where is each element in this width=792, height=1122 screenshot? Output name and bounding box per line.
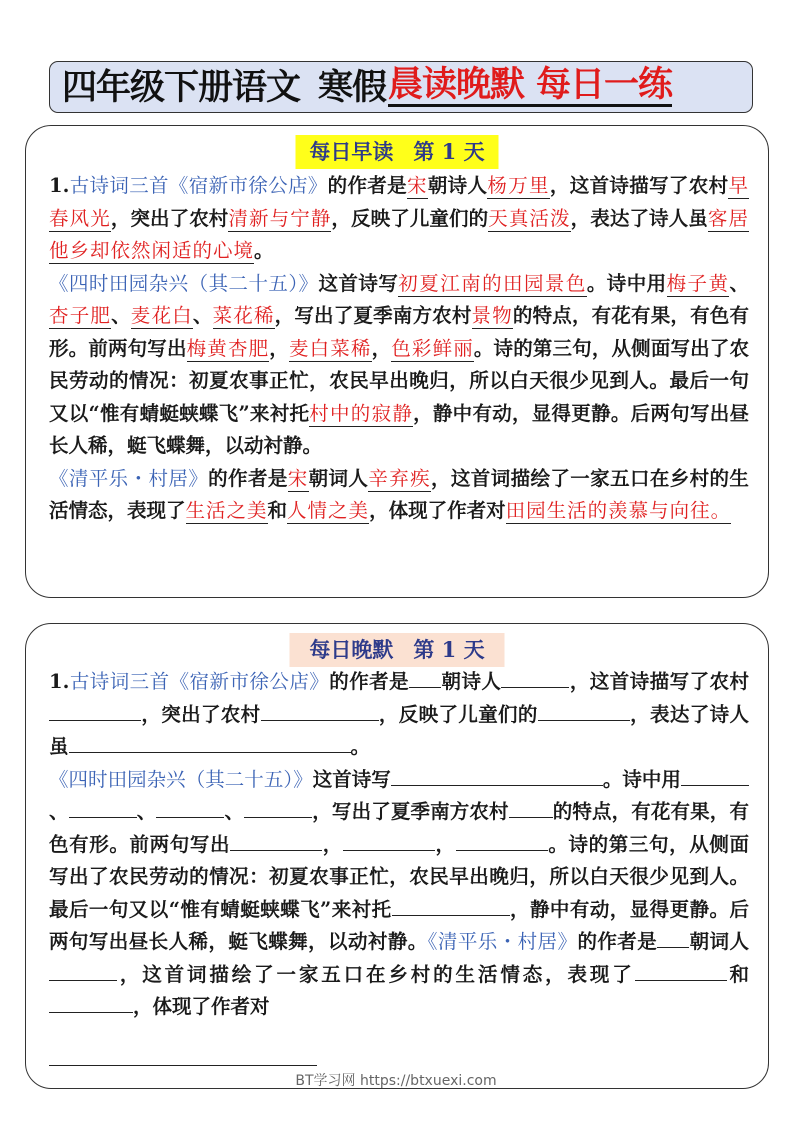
morning-paragraph-3 [49, 463, 749, 528]
poem-title: 《四时田园杂兴（其二十五）》 [49, 767, 313, 791]
text: 、 [224, 800, 245, 823]
evening-content [49, 666, 749, 1076]
answer: 田园生活的羡慕与向往。 [505, 499, 732, 522]
fill-blank[interactable] [392, 896, 510, 916]
morning-day-badge [296, 135, 499, 169]
text: 、 [192, 304, 213, 327]
watermark: BT学习网 https://btxuexi.com [295, 1073, 497, 1089]
answer: 梅子黄 [666, 271, 730, 295]
answer: 客居他乡却依然闲适的心境 [49, 206, 749, 262]
morning-reading-card [25, 125, 769, 598]
fill-blank[interactable] [538, 701, 630, 721]
fill-blank[interactable] [391, 766, 603, 786]
morning-paragraph-2 [49, 268, 749, 463]
evening-dictation-card [25, 623, 769, 1089]
text: 的作者是 [329, 670, 410, 693]
text: 。 [254, 239, 274, 262]
morning-content [49, 170, 749, 528]
text: 。诗的第三句，从侧面写出了农民劳动的情况：初夏农事正忙，农民早出晚归，所以白天很少见到人。最后一句又以“惟有蜻蜓蛱蝶飞”来衬托 [49, 832, 749, 921]
text: 。诗中用 [602, 767, 681, 791]
worksheet-title-banner [49, 61, 753, 113]
answer: 清新与宁静 [228, 206, 332, 230]
text: ，这首诗描写了农村 [569, 670, 749, 693]
fill-blank[interactable] [456, 831, 548, 851]
text: 这首诗写 [318, 271, 399, 295]
answer: 宋 [406, 174, 428, 197]
answer: 人情之美 [287, 499, 370, 522]
fill-blank[interactable] [261, 701, 379, 721]
fill-blank-poet[interactable] [49, 961, 117, 981]
answer: 初夏江南的田园景色 [398, 271, 587, 295]
text: ， [269, 336, 289, 360]
text: ，静中有动，显得更静。后两句写出昼长人稀，蜓飞蝶舞，以动衬静。 [49, 401, 749, 457]
text: ， [434, 832, 456, 856]
text: ，体现了作者对 [133, 995, 270, 1018]
fill-blank[interactable] [156, 798, 224, 818]
badge-day: 第 1 天 [413, 637, 485, 662]
text: 和 [267, 499, 288, 522]
answer: 景物 [471, 304, 513, 327]
text: ，这首词描绘了一家五口在乡村的生活情态，表现了 [117, 962, 635, 986]
text: ， [371, 336, 392, 360]
answer: 天真活泼 [488, 206, 571, 230]
fill-blank[interactable] [343, 831, 435, 851]
badge-day: 第 1 天 [413, 139, 485, 164]
text: ，这首词描绘了一家五口在乡村的生活情态，表现了 [49, 466, 749, 522]
unit-title: 古诗词三首 [69, 670, 170, 693]
evening-paragraph-1 [49, 666, 749, 764]
fill-blank[interactable] [49, 993, 133, 1013]
morning-paragraph-1 [49, 170, 749, 268]
text: 的作者是 [208, 466, 288, 490]
poem-title: 《清平乐・村居》 [427, 930, 578, 953]
text: 朝词人 [308, 466, 369, 490]
text: ，表达了诗人虽 [49, 702, 749, 758]
answer: 生活之美 [185, 499, 268, 522]
answer: 色彩鲜丽 [391, 336, 474, 360]
text: ，写出了夏季南方农村 [312, 800, 509, 823]
text: 。诗中用 [586, 271, 667, 295]
text: ，体现了作者对 [369, 499, 506, 522]
fill-blank[interactable] [681, 766, 749, 786]
fill-blank[interactable] [49, 701, 141, 721]
text: 、 [111, 304, 131, 327]
badge-label: 每日早读 [309, 139, 394, 164]
answer: 菜花稀 [212, 304, 275, 327]
text: ，这首诗描写了农村 [549, 174, 729, 197]
fill-blank-poet[interactable] [501, 668, 569, 688]
text: 的特点，有花有果，有色有形。前两句写出 [49, 304, 749, 360]
text: 、 [136, 800, 157, 823]
item-number: 1. [49, 670, 70, 693]
text: ，突出了农村 [110, 206, 229, 230]
fill-blank[interactable] [244, 798, 312, 818]
title-winter-break: 寒假 [318, 66, 387, 108]
unit-title: 古诗词三首 [69, 174, 169, 197]
fill-blank[interactable] [69, 733, 351, 753]
answer: 麦花白 [130, 304, 193, 327]
poem-title: 《清平乐・村居》 [49, 466, 209, 490]
fill-blank[interactable] [635, 961, 727, 981]
fill-blank[interactable] [49, 1046, 317, 1066]
text: ，表达了诗人虽 [570, 206, 708, 230]
answer: 麦白菜稀 [288, 336, 372, 360]
item-number: 1. [49, 174, 70, 197]
text: ，反映了儿童们的 [378, 702, 538, 726]
fill-blank[interactable] [230, 831, 322, 851]
text: 。 [350, 735, 371, 758]
fill-blank-dynasty[interactable] [409, 668, 441, 688]
fill-blank[interactable] [509, 798, 553, 818]
poem-title: 《宿新市徐公店》 [169, 670, 330, 693]
evening-paragraph-2 [49, 764, 749, 1024]
badge-label: 每日晚默 [309, 637, 394, 662]
text: ，静中有动，显得更静。后两句写出昼长人稀，蜓飞蝶舞，以动衬静。 [49, 897, 749, 953]
title-highlight: 晨读晚默 每日一练 [388, 64, 673, 105]
text: 朝诗人 [441, 670, 502, 693]
answer: 杨万里 [487, 174, 550, 197]
title-grade-subject: 四年级下册语文 [62, 66, 301, 108]
answer: 梅黄杏肥 [186, 336, 270, 360]
answer: 村中的寂静 [309, 401, 414, 425]
text: ，反映了儿童们的 [331, 206, 489, 230]
answer: 杏子肥 [49, 304, 112, 327]
text: 。诗的第三句，从侧面写出了农民劳动的情况：初夏农事正忙，农民早出晚归，所以白天很少见到人。最后一句又以“惟有蜻蜓蛱蝶飞”来衬托 [49, 336, 749, 425]
answer: 宋 [287, 466, 309, 490]
answer: 辛弃疾 [368, 466, 432, 490]
text: 和 [726, 962, 749, 986]
text: 、 [729, 271, 749, 295]
poem-title: 《宿新市徐公店》 [168, 174, 328, 197]
answer: 早春风光 [49, 174, 749, 230]
text: ， [322, 832, 343, 856]
text: ，突出了农村 [141, 702, 261, 726]
fill-blank-dynasty[interactable] [657, 928, 689, 948]
evening-day-badge [290, 633, 505, 667]
text: 这首诗写 [312, 767, 391, 791]
text: 朝诗人 [427, 174, 488, 197]
text: 的作者是 [577, 930, 658, 953]
poem-title: 《四时田园杂兴（其二十五）》 [49, 271, 319, 295]
fill-blank[interactable] [69, 798, 137, 818]
text: 的特点，有花有果，有色有形。前两句写出 [49, 800, 749, 856]
text: ，写出了夏季南方农村 [274, 304, 472, 327]
text: 、 [49, 800, 69, 823]
text: 的作者是 [327, 174, 407, 197]
text: 朝词人 [689, 930, 749, 953]
